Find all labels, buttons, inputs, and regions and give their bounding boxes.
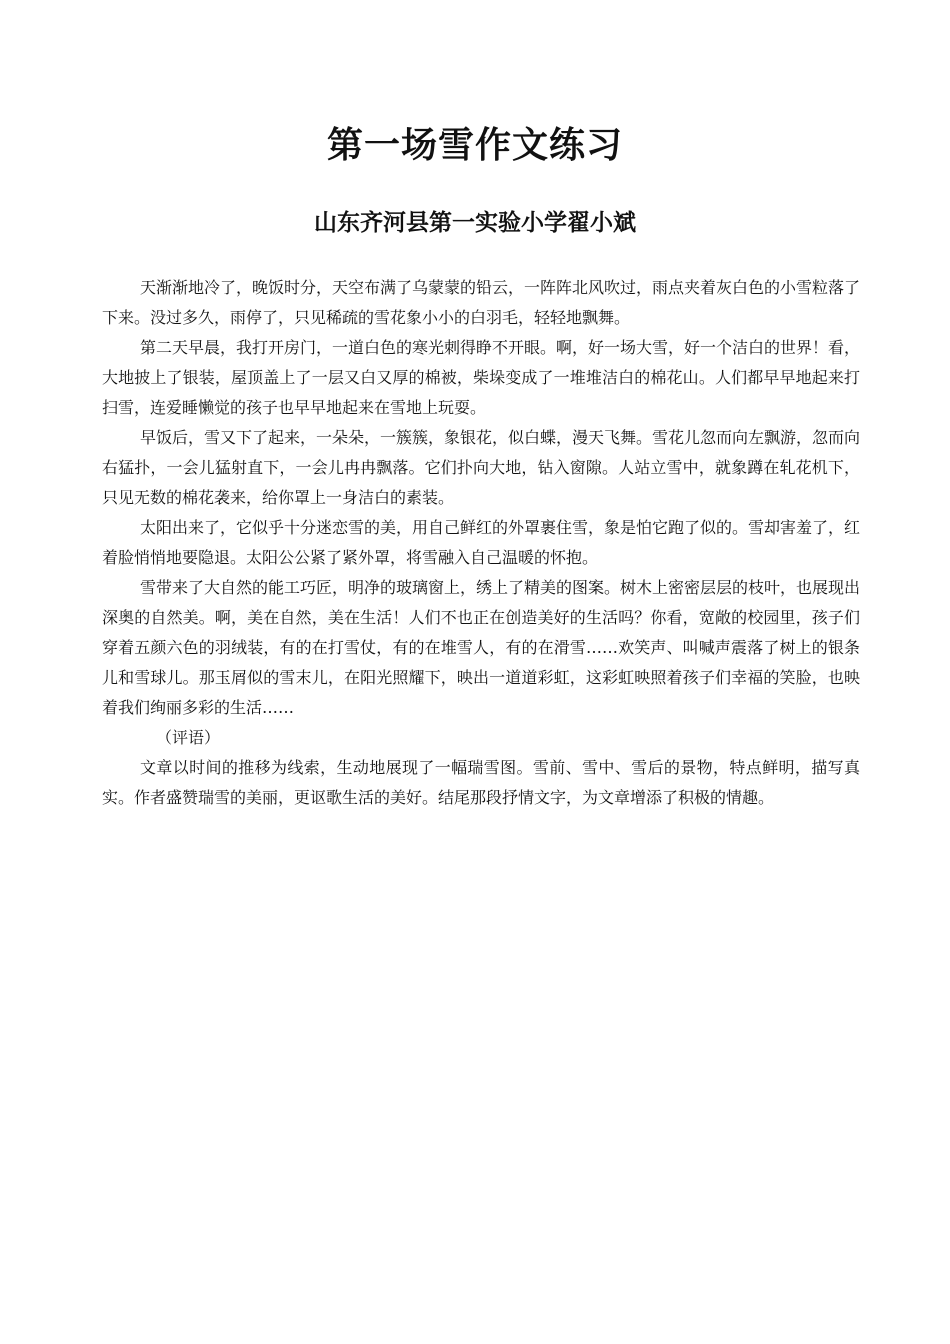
essay-paragraph-3: 早饭后，雪又下了起来，一朵朵，一簇簇，象银花，似白蝶，漫天飞舞。雪花儿忽而向左飘游，忽而向右猛扑，一会儿猛射直下，一会儿冉冉飘落。它们扑向大地，钻入窗隙。人站立雪中，就象蹲在轧花机下，只见无数的棉花袭来，给你罩上一身洁白的素装。 <box>102 428 861 507</box>
page-title: 第一场雪作文练习 <box>326 125 623 166</box>
author-line: 山东齐河县第一实验小学翟小斌 <box>314 209 636 236</box>
essay-paragraph-4: 太阳出来了，它似乎十分迷恋雪的美，用自己鲜红的外罩裹住雪，象是怕它跑了似的。雪却害羞了，红着脸悄悄地要隐退。太阳公公紧了紧外罩，将雪融入自己温暖的怀抱。 <box>102 518 861 567</box>
comment-label: （评语） <box>156 728 221 747</box>
essay-body <box>102 273 860 813</box>
essay-paragraph-1: 天渐渐地冷了，晚饭时分，天空布满了乌蒙蒙的铅云，一阵阵北风吹过，雨点夹着灰白色的小雪粒落了下来。没过多久，雨停了，只见稀疏的雪花象小小的白羽毛，轻轻地飘舞。 <box>102 278 861 327</box>
essay-paragraph-2: 第二天早晨，我打开房门，一道白色的寒光刺得睁不开眼。啊，好一场大雪，好一个洁白的世界！看，大地披上了银装，屋顶盖上了一层又白又厚的棉被，柴垛变成了一堆堆洁白的棉花山。人们都早早地起来打扫雪，连爱睡懒觉的孩子也早早地起来在雪地上玩耍。 <box>102 338 861 417</box>
essay-paragraph-5: 雪带来了大自然的能工巧匠，明净的玻璃窗上，绣上了精美的图案。树木上密密层层的枝叶，也展现出深奥的自然美。啊，美在自然，美在生活！人们不也正在创造美好的生活吗？你看，宽敞的校园里，孩子们穿着五颜六色的羽绒装，有的在打雪仗，有的在堆雪人，有的在滑雪……欢笑声、叫喊声震落了树上的银条儿和雪球儿。那玉屑似的雪末儿，在阳光照耀下，映出一道道彩虹，这彩虹映照着孩子们幸福的笑脸，也映着我们绚丽多彩的生活…… <box>102 578 861 717</box>
comment-paragraph: 文章以时间的推移为线索，生动地展现了一幅瑞雪图。雪前、雪中、雪后的景物，特点鲜明，描写真实。作者盛赞瑞雪的美丽，更讴歌生活的美好。结尾那段抒情文字，为文章增添了积极的情趣。 <box>102 758 860 807</box>
